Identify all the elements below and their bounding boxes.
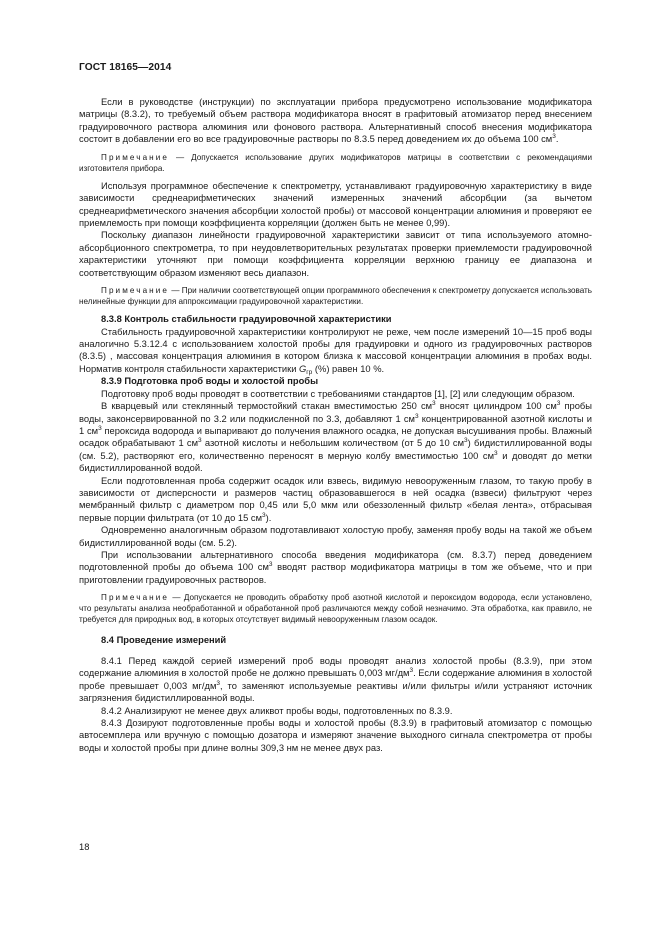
note-label: Примечание: [101, 286, 170, 296]
page-number: 18: [79, 842, 90, 852]
paragraph-digestion: В кварцевый или стеклянный термостойкий стакан вместимостью 250 $см^3$ вносят цилиндром 100 $см^3$ пробы воды, законсервированной по 3.2 или подкисленной по 3.3, добавляют 1 $см^3$ концентрированной азотной кислоты и 1 $см^3$ пероксида водорода и выпаривают до получения влажного осадка, не допуская высушивания пробы. Влажный осадок обрабатывают 1 $см^3$ азотной кислоты и небольшим количеством (от 5 до 10 $см^3$) бидистиллированной воды (см. 5.2), растворяют его, количественно переносят в мерную колбу вместимостью 100 $см^3$ и доводят до метки бидистиллированной водой.: [79, 400, 593, 474]
heading-8-4: 8.4 Проведение измерений: [101, 635, 227, 646]
paragraph-blank-sample: Одновременно аналогичным образом подготавливают холостую пробу, заменяя пробу воды на такой же объем бидистиллированной воды (см. 5.2).: [79, 525, 592, 548]
note-nonlinear: Примечание — При наличии соответствующей опции программного обеспечения к спектрометру допускается использовать нелинейные функции для аппроксимации градуировочной характеристики.: [79, 286, 592, 307]
paragraph-stability: Стабильность градуировочной характеристики контролируют не реже, чем после измерений 10—15 проб воды аналогично 5.3.12.4 с использованием холостой пробы для градуировки и одного из градуировочных растворов (8.3.5) , массовая концентрация алюминия в котором близка к массовой концентрации алюминия в пробах воды. Норматив контроля стабильности характеристики $G_{гр}$ (%) равен 10 %.: [79, 326, 592, 376]
note-no-treatment: Примечание — Допускается не проводить обработку проб азотной кислотой и пероксидом водорода, если установлено, что результаты анализа необработанной и обработанной проб различаются между собой незначимо. Эта обработка, как правило, не требуется для природных вод, в которых отсутствует видимый невооруженным глазом осадок.: [79, 593, 592, 625]
standard-header: ГОСТ 18165—2014: [79, 62, 172, 73]
page-content: [79, 96, 592, 754]
heading-8-3-8: 8.3.8 Контроль стабильности градуировочной характеристики: [101, 314, 392, 325]
paragraph-alternative-method: При использовании альтернативного способа введения модификатора (см. 8.3.7) перед доведением подготовленной пробы до объема 100 $см^3$ вводят раствор модификатора матрицы в том же объеме, что и при приготовлении градуировочных растворов.: [79, 549, 593, 585]
note-label: Примечание: [101, 152, 170, 162]
paragraph-preparation: Подготовку проб воды проводят в соответствии с требованиями стандартов [1], [2] или следующим образом.: [101, 388, 575, 399]
paragraph-8-4-3: 8.4.3 Дозируют подготовленные пробы воды и холостой пробы (8.3.9) в графитовый атомизатор с помощью автосемплера или вручную с помощью дозатора и измеряют значение выходного сигнала спектрометра от пробы воды и холостой пробы при длине волны 309,3 нм не менее двух раз.: [79, 717, 592, 753]
paragraph-filtration: Если подготовленная проба содержит осадок или взвесь, видимую невооруженным глазом, то такую пробу в зависимости от дисперсности и размеров частиц образовавшегося в ней осадка (взвеси) фильтруют через мембранный фильтр с диаметром пор 0,45 или 5,0 мкм или обеззоленный фильтр «белая лента», отбрасывая первые порции фильтрата (от 10 до 15 $см^3$).: [79, 475, 592, 523]
note-modifiers: Примечание — Допускается использование других модификаторов матрицы в соответствии с рекомендациями изготовителя прибора.: [79, 152, 592, 173]
paragraph-modifier: Если в руководстве (инструкции) по эксплуатации прибора предусмотрено использование модификатора матрицы (8.3.2), то требуемый объем раствора модификатора вносят в графитовый атомизатор перед внесением градуировочного раствора алюминия или фонового раствора. Альтернативный способ внесения модификатора состоит в добавлении его во все градуировочные растворы по 8.3.5 перед доведением их до объема 100 $см^3$.: [79, 97, 592, 145]
paragraph-linearity-range: Поскольку диапазон линейности градуировочной характеристики зависит от типа используемого атомно-абсорбционного спектрометра, то при неудовлетворительных результатах проверки приемлемости градуировочной характеристики уточняют при помощи коэффициента корреляции верхнюю границу ее диапазона и соответствующим образом изменяют весь диапазон.: [79, 230, 592, 278]
paragraph-calibration-software: Используя программное обеспечение к спектрометру, устанавливают градуировочную характеристику в виде зависимости среднеарифметических значений измеренных значений абсорбции (за вычетом среднеарифметического значения абсорбции холостой пробы) от массовой концентрации алюминия и проверяют ее приемлемость при помощи коэффициента корреляции (должен быть не менее 0,99).: [79, 180, 592, 229]
heading-8-3-9: 8.3.9 Подготовка проб воды и холостой пробы: [101, 376, 319, 387]
paragraph-8-4-2: 8.4.2 Анализируют не менее двух аликвот пробы воды, подготовленных по 8.3.9.: [101, 705, 453, 716]
note-label: Примечание: [101, 593, 170, 603]
paragraph-8-4-1: 8.4.1 Перед каждой серией измерений проб воды проводят анализ холостой пробы (8.3.9), при этом содержание алюминия в холостой пробе не должно превышать 0,003 $мг/дм^3$. Если содержание алюминия в холостой пробе превышает 0,003 $мг/дм^3$, то заменяют используемые реактивы и/или фильтры и/или устраняют источник загрязнения бидистиллированной воды.: [79, 655, 592, 704]
